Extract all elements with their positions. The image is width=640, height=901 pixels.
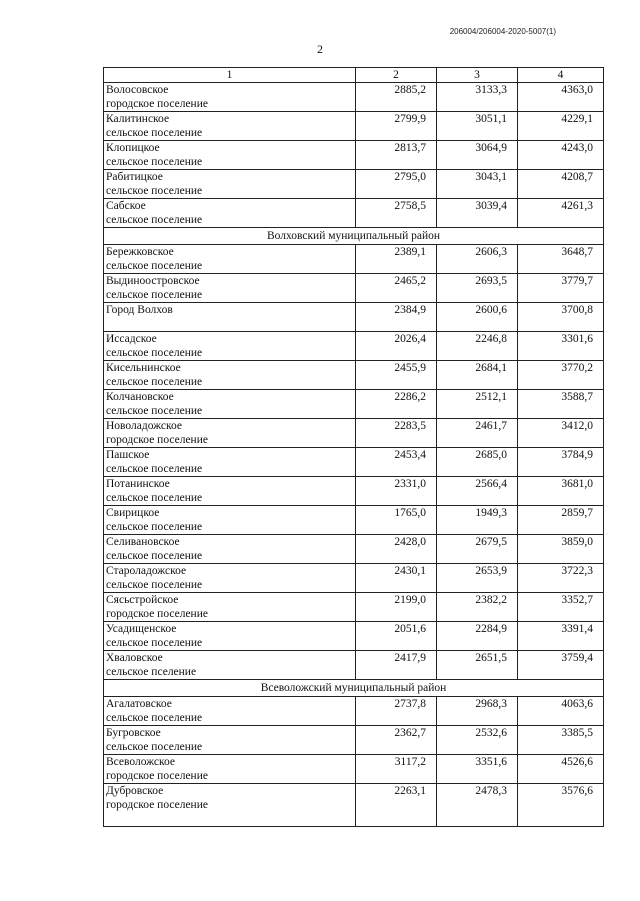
value-col-4: 3759,4 <box>518 651 604 680</box>
settlement-name-cell <box>104 726 356 755</box>
settlement-name-cell <box>104 784 356 827</box>
value-col-2: 2286,2 <box>356 390 437 419</box>
table-row <box>104 199 604 228</box>
table-row <box>104 726 604 755</box>
value-col-3: 2653,9 <box>437 564 518 593</box>
settlement-type: городское поселение <box>106 608 208 620</box>
value-col-3: 2606,3 <box>437 245 518 274</box>
document-id: 206004/206004-2020-5007(1) <box>449 27 556 36</box>
table-row <box>104 170 604 199</box>
settlement-name: Сясьстройское <box>106 594 179 606</box>
table-row <box>104 477 604 506</box>
value-col-2: 2051,6 <box>356 622 437 651</box>
settlement-name-cell <box>104 170 356 199</box>
settlement-type: сельское поселение <box>106 289 203 301</box>
value-col-4: 3391,4 <box>518 622 604 651</box>
settlement-name-cell <box>104 332 356 361</box>
table-row <box>104 651 604 680</box>
value-col-3: 2512,1 <box>437 390 518 419</box>
table-row <box>104 274 604 303</box>
settlement-name-cell <box>104 390 356 419</box>
column-header: 3 <box>437 68 518 83</box>
settlement-type: сельское поселение <box>106 405 203 417</box>
value-col-3: 2679,5 <box>437 535 518 564</box>
table-row <box>104 361 604 390</box>
table-row <box>104 448 604 477</box>
settlement-name: Клопицкое <box>106 142 160 154</box>
settlement-type: городское поселение <box>106 98 208 110</box>
value-col-2: 3117,2 <box>356 755 437 784</box>
settlement-name: Селивановское <box>106 536 180 548</box>
page-number: 2 <box>317 42 323 56</box>
table-row <box>104 419 604 448</box>
value-col-2: 2428,0 <box>356 535 437 564</box>
settlement-name: Рабитицкое <box>106 171 163 183</box>
value-col-4: 4229,1 <box>518 112 604 141</box>
settlement-name: Свирицкое <box>106 507 160 519</box>
settlement-name: Дубровское <box>106 785 164 797</box>
table-row <box>104 83 604 112</box>
table-header-row <box>104 68 604 83</box>
settlement-type: сельское поселение <box>106 214 203 226</box>
section-title: Всеволожский муниципальный район <box>104 680 604 697</box>
value-col-2: 2430,1 <box>356 564 437 593</box>
value-col-3: 2246,8 <box>437 332 518 361</box>
table-body <box>104 83 604 827</box>
settlement-type: сельское поселение <box>106 521 203 533</box>
settlement-name: Бугровское <box>106 727 161 739</box>
value-col-3: 2684,1 <box>437 361 518 390</box>
settlement-name: Сабское <box>106 200 146 212</box>
section-row <box>104 228 604 245</box>
settlement-name: Пашское <box>106 449 150 461</box>
settlement-name: Колчановское <box>106 391 174 403</box>
value-col-3: 2532,6 <box>437 726 518 755</box>
section-row <box>104 680 604 697</box>
value-col-2: 1765,0 <box>356 506 437 535</box>
settlement-name-cell <box>104 274 356 303</box>
settlement-name-cell <box>104 697 356 726</box>
value-col-4: 3385,5 <box>518 726 604 755</box>
settlement-name: Всеволожское <box>106 756 176 768</box>
value-col-3: 2685,0 <box>437 448 518 477</box>
value-col-3: 3039,4 <box>437 199 518 228</box>
settlement-type: сельское поселение <box>106 260 203 272</box>
value-col-2: 2283,5 <box>356 419 437 448</box>
value-col-2: 2199,0 <box>356 593 437 622</box>
settlement-name: Город Волхов <box>106 304 173 316</box>
value-col-2: 2389,1 <box>356 245 437 274</box>
settlement-name-cell <box>104 199 356 228</box>
settlement-name: Староладожское <box>106 565 187 577</box>
settlements-table <box>103 67 604 827</box>
column-header: 2 <box>356 68 437 83</box>
value-col-3: 2382,2 <box>437 593 518 622</box>
value-col-4: 3722,3 <box>518 564 604 593</box>
value-col-4: 3859,0 <box>518 535 604 564</box>
table-row <box>104 506 604 535</box>
settlement-type: сельское поселение <box>106 712 203 724</box>
value-col-4: 3412,0 <box>518 419 604 448</box>
settlement-type: сельское поселение <box>106 376 203 388</box>
value-col-4: 3681,0 <box>518 477 604 506</box>
settlement-name-cell <box>104 112 356 141</box>
settlement-name-cell <box>104 303 356 332</box>
settlement-name: Бережковское <box>106 246 174 258</box>
value-col-3: 2651,5 <box>437 651 518 680</box>
value-col-2: 2758,5 <box>356 199 437 228</box>
value-col-4: 3700,8 <box>518 303 604 332</box>
value-col-2: 2362,7 <box>356 726 437 755</box>
value-col-4: 3770,2 <box>518 361 604 390</box>
value-col-3: 2968,3 <box>437 697 518 726</box>
value-col-2: 2417,9 <box>356 651 437 680</box>
value-col-3: 3051,1 <box>437 112 518 141</box>
settlement-type: сельское поселение <box>106 463 203 475</box>
settlement-type: сельское пселение <box>106 666 197 678</box>
value-col-2: 2465,2 <box>356 274 437 303</box>
settlement-type: сельское поселение <box>106 637 203 649</box>
value-col-3: 2566,4 <box>437 477 518 506</box>
settlement-type: городское поселение <box>106 799 208 811</box>
settlement-name: Потанинское <box>106 478 170 490</box>
table-row <box>104 535 604 564</box>
table-row <box>104 390 604 419</box>
value-col-4: 3301,6 <box>518 332 604 361</box>
settlement-type: сельское поселение <box>106 741 203 753</box>
settlement-type: сельское поселение <box>106 492 203 504</box>
settlement-name-cell <box>104 361 356 390</box>
value-col-2: 2026,4 <box>356 332 437 361</box>
table-row <box>104 141 604 170</box>
settlement-type: сельское поселение <box>106 347 203 359</box>
value-col-3: 1949,3 <box>437 506 518 535</box>
value-col-4: 4243,0 <box>518 141 604 170</box>
value-col-4: 4526,6 <box>518 755 604 784</box>
settlement-name-cell <box>104 477 356 506</box>
value-col-2: 2737,8 <box>356 697 437 726</box>
section-title: Волховский муниципальный район <box>104 228 604 245</box>
settlement-name-cell <box>104 141 356 170</box>
value-col-4: 3648,7 <box>518 245 604 274</box>
value-col-4: 3784,9 <box>518 448 604 477</box>
settlement-type: сельское поселение <box>106 156 203 168</box>
settlement-name-cell <box>104 593 356 622</box>
settlement-name-cell <box>104 448 356 477</box>
table-row <box>104 245 604 274</box>
value-col-2: 2384,9 <box>356 303 437 332</box>
table-row <box>104 564 604 593</box>
settlement-name: Волосовское <box>106 84 169 96</box>
value-col-4: 4363,0 <box>518 83 604 112</box>
settlement-name-cell <box>104 83 356 112</box>
table-row <box>104 697 604 726</box>
value-col-3: 2478,3 <box>437 784 518 827</box>
settlement-type: городское поселение <box>106 434 208 446</box>
value-col-2: 2455,9 <box>356 361 437 390</box>
settlement-name-cell <box>104 506 356 535</box>
table-row <box>104 755 604 784</box>
settlement-type: городское поселение <box>106 770 208 782</box>
settlement-name-cell <box>104 564 356 593</box>
value-col-2: 2453,4 <box>356 448 437 477</box>
column-header: 1 <box>104 68 356 83</box>
value-col-2: 2263,1 <box>356 784 437 827</box>
value-col-4: 4261,3 <box>518 199 604 228</box>
settlement-name-cell <box>104 535 356 564</box>
value-col-3: 3133,3 <box>437 83 518 112</box>
value-col-4: 3576,6 <box>518 784 604 827</box>
value-col-3: 3351,6 <box>437 755 518 784</box>
table-row <box>104 593 604 622</box>
value-col-4: 2859,7 <box>518 506 604 535</box>
settlement-type: сельское поселение <box>106 579 203 591</box>
settlement-name-cell <box>104 419 356 448</box>
settlement-name: Кисельнинское <box>106 362 181 374</box>
value-col-4: 3779,7 <box>518 274 604 303</box>
value-col-3: 2284,9 <box>437 622 518 651</box>
settlement-name: Усадищенское <box>106 623 177 635</box>
value-col-2: 2813,7 <box>356 141 437 170</box>
table-row <box>104 112 604 141</box>
column-header: 4 <box>518 68 604 83</box>
table-row <box>104 622 604 651</box>
settlement-name-cell <box>104 622 356 651</box>
settlement-name: Новоладожское <box>106 420 183 432</box>
value-col-4: 3352,7 <box>518 593 604 622</box>
settlement-name-cell <box>104 651 356 680</box>
table-row <box>104 303 604 332</box>
value-col-3: 2600,6 <box>437 303 518 332</box>
settlement-name-cell <box>104 245 356 274</box>
settlement-name: Агалатовское <box>106 698 172 710</box>
value-col-3: 2693,5 <box>437 274 518 303</box>
value-col-2: 2885,2 <box>356 83 437 112</box>
value-col-3: 3064,9 <box>437 141 518 170</box>
settlement-name: Калитинское <box>106 113 170 125</box>
value-col-4: 3588,7 <box>518 390 604 419</box>
value-col-2: 2795,0 <box>356 170 437 199</box>
value-col-4: 4063,6 <box>518 697 604 726</box>
table-row <box>104 784 604 827</box>
value-col-3: 3043,1 <box>437 170 518 199</box>
value-col-3: 2461,7 <box>437 419 518 448</box>
settlement-type: сельское поселение <box>106 185 203 197</box>
value-col-2: 2331,0 <box>356 477 437 506</box>
value-col-4: 4208,7 <box>518 170 604 199</box>
settlement-name: Хваловское <box>106 652 163 664</box>
settlement-name-cell <box>104 755 356 784</box>
table-row <box>104 332 604 361</box>
value-col-2: 2799,9 <box>356 112 437 141</box>
settlement-name: Выдиноостровское <box>106 275 200 287</box>
settlement-name: Иссадское <box>106 333 157 345</box>
settlement-type: сельское поселение <box>106 550 203 562</box>
settlement-type: сельское поселение <box>106 127 203 139</box>
